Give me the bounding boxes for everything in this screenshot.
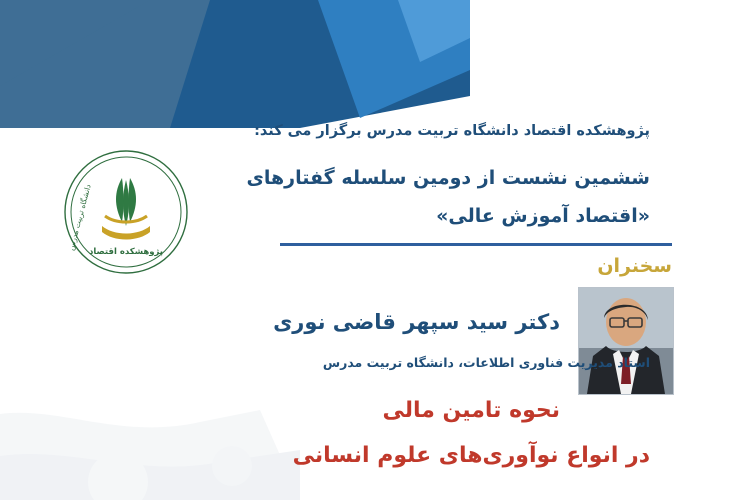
topic-line-1: نحوه تامین مالی xyxy=(382,398,560,423)
event-title-line-1: ششمین نشست از دومین سلسله گفتارهای xyxy=(246,167,650,189)
background-watermark xyxy=(0,370,300,500)
decorative-banner xyxy=(0,0,470,128)
speaker-photo xyxy=(578,287,674,395)
speaker-section-label: سخنران xyxy=(597,255,672,277)
speaker-affiliation: استاد مدیریت فناوری اطلاعات، دانشگاه تربیت مدرس xyxy=(322,355,650,370)
speaker-name: دکتر سید سپهر قاضی نوری xyxy=(273,310,560,334)
divider-rule xyxy=(280,243,672,246)
topic-line-2: در انواع نوآوری‌های علوم انسانی xyxy=(292,443,650,468)
logo-university-text: دانشگاه تربیت مدرس xyxy=(66,183,93,252)
host-line: پژوهشکده اقتصاد دانشگاه تربیت مدرس برگزار می کند: xyxy=(254,123,650,139)
event-title-line-2: «اقتصاد آموزش عالی» xyxy=(436,205,650,227)
logo-institute-text: پژوهشکده اقتصاد xyxy=(88,247,164,257)
